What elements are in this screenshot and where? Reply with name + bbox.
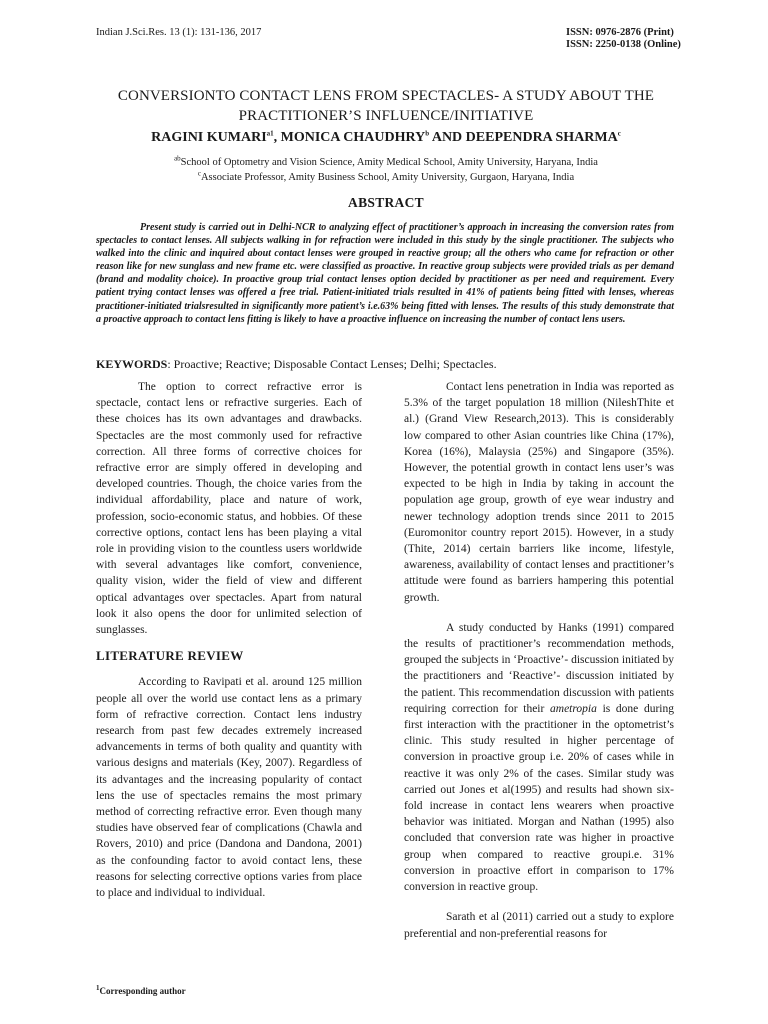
affiliation-ab	[96, 156, 676, 169]
penetration-paragraph: Contact lens penetration in India was reported as 5.3% of the target population 18 million (NileshThite et al.) (Grand View Research,2013). This is considerably low compared to other Asian countries like China (17%), Korea (16%), Malaysia (25%) and Singapore (35%). However, the potential growth in contact lens user’s was expected to be high in India by taking in account the population age group, growth of eye wear industry and newer technology adoption trends since 2011 to 2015 (Euromonitor country report 2015). However, in a study (Thite, 2014) certain barriers like income, lifestyle, awareness, availability of contact lenses and practitioner’s attitude were found as barriers hampering this potential growth.	[404, 381, 674, 604]
ametropia-term: ametropia	[550, 702, 597, 715]
affiliation-c	[96, 171, 676, 184]
affiliation-c-text: Associate Professor, Amity Business School, Amity University, Gurgaon, Haryana, India	[200, 172, 575, 183]
issn-online: ISSN: 2250-0138 (Online)	[566, 39, 681, 50]
issn-print: ISSN: 0976-2876 (Print)	[566, 27, 674, 38]
affiliation-c-sup: c	[197, 169, 201, 178]
abstract-heading: ABSTRACT	[348, 195, 424, 210]
issn-block	[566, 27, 681, 51]
left-column	[96, 379, 362, 901]
author-3: AND DEEPENDRA SHARMA	[429, 130, 618, 145]
hanks-text-b: is done during first interaction with the practitioner in the optometrist’s clinic. This study resulted in higher percentage of conversion in proactive group i.e. 20% of cases while in reactive it was only 2% of the cases. Similar study was carried out Jones et al(1995) and results had shown six-fold increase in contact lens wearers when proactive behavior was initiated. Morgan and Nathan (1995) also concluded that conversion rate was higher in proactive group when compared to reactive groupi.e. 31% conversion in proactive effort in comparison to 17% conversion in reactive group.	[404, 702, 674, 894]
abstract-body: Present study is carried out in Delhi-NCR to analyzing effect of practitioner’s approach in increasing the conversion rates from spectacles to contact lenses. All subjects walking in for refraction were included in this study by the single practitioner. The subjects who walked into the clinic and inquired about contact lenses were grouped in reactive group; all the others who came for refraction or other reason like for new sunglass and new frame etc. were classified as proactive. In reactive group subjects were provided trials as per demand (brand and modality choice). In proactive group trial contact lenses option decided by practitioner as per need and requirement. Every patient trying contact lenses was offered a free trial. Patient-initiated trials resulted in 41% of patients being fitted with lenses, whereas practitioner-initiated trialsresulted in significantly more patient’s i.e.63% being fitted with lenses. The results of this study demonstrate that a proactive approach to contact lens fitting is likely to have a proactive influence on increasing the number of contact lens users.	[96, 222, 674, 325]
author-1: RAGINI KUMARI	[151, 130, 267, 145]
author-2-sup: b	[425, 129, 430, 138]
right-column	[404, 379, 674, 942]
keywords-line	[96, 357, 676, 372]
affiliation-ab-text: School of Optometry and Vision Science, Amity Medical School, Amity University, Haryana, India	[180, 157, 598, 168]
keywords-label: KEYWORDS	[96, 357, 168, 371]
author-list	[96, 130, 676, 146]
sarath-paragraph: Sarath et al (2011) carried out a study to explore preferential and non-preferential reasons for	[404, 911, 674, 940]
hanks-text-a: A study conducted by Hanks (1991) compared the results of practitioner’s recommendation methods, grouped the subjects in ‘Proactive’- discussion initiated by the practitioners and ‘Reactive’- discussion initiated by the patient. This recommendation discussion with patients requiring correction for their	[404, 621, 674, 715]
affiliation-ab-sup: ab	[174, 154, 181, 163]
paper-title: CONVERSIONTO CONTACT LENS FROM SPECTACLES- A STUDY ABOUT THE PRACTITIONER’S INFLUENCE/INITIATIVE	[117, 88, 655, 124]
author-1-sup: a1	[266, 129, 274, 138]
intro-paragraph: The option to correct refractive error is spectacle, contact lens or refractive surgeries. Each of these choices has its own advantages and drawbacks. Spectacles are the most commonly used for refractive correction. All three forms of corrective choices for refractive error are simply offered in developing and developed countries. Though, the choice varies from the individual affordability, place and nature of work, profession, socio-economic status, and hobbies. Of these corrective options, contact lens has been playing a vital role in providing vision to the countless users worldwide with several advantages like comfort, convenience, quality vision, wider the field of view and different optical advantages over spectacles. Apart from natural look it also opens the door for unlimited selection of sunglasses.	[96, 381, 362, 637]
keywords-text: : Proactive; Reactive; Disposable Contact Lenses; Delhi; Spectacles.	[167, 357, 497, 371]
footnote-sup: 1	[96, 984, 100, 992]
author-3-sup: c	[617, 129, 621, 138]
footnote-text: Corresponding author	[99, 986, 186, 996]
journal-citation: Indian J.Sci.Res. 13 (1): 131-136, 2017	[96, 27, 262, 38]
literature-review-paragraph: According to Ravipati et al. around 125 million people all over the world use contact lens as a primary form of refractive correction. Contact lens industry research from past few decades extremely increased advancements in terms of both quality and quantity with various designs and materials (Key, 2007). Regardless of its advantages and the increasing popularity of contact lens the use of spectacles remains the most primary method of correcting refractive error. Even though many studies have observed fear of complications (Chawla and Rovers, 2010) and price (Dandona and Dandona, 2001) as the confounding factor to avoid contact lens, these reasons for selecting corrective options varies from place to place and individual to individual.	[96, 676, 362, 900]
footnote	[96, 986, 186, 996]
hanks-study-paragraph	[404, 620, 674, 895]
literature-review-heading: LITERATURE REVIEW	[96, 648, 244, 664]
author-2: , MONICA CHAUDHRY	[273, 130, 426, 145]
